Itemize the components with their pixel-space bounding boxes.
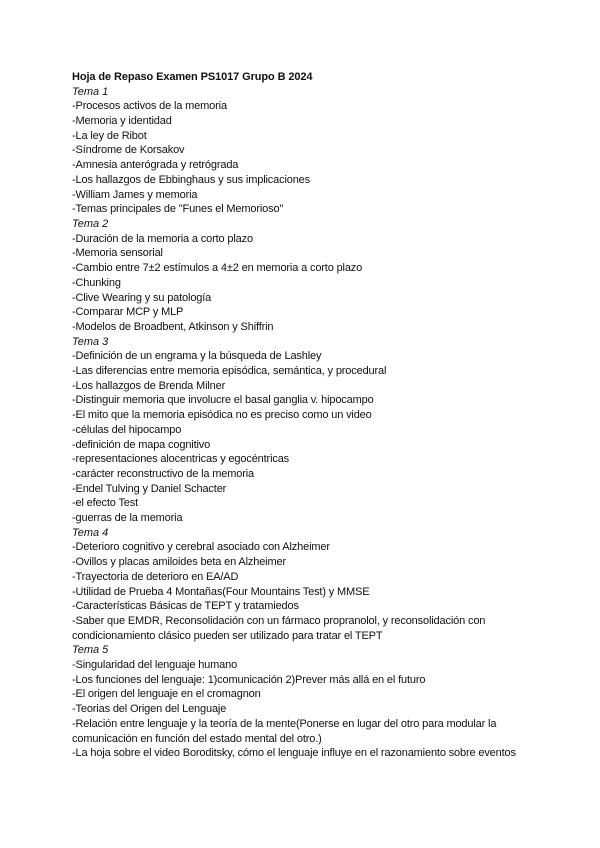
topic-item: -Singularidad del lenguaje humano bbox=[72, 659, 238, 672]
topic-item: -Utilidad de Prueba 4 Montañas(Four Mountains Test) y MMSE bbox=[72, 585, 370, 598]
topic-list bbox=[72, 232, 532, 335]
topic-item: -Memoria sensorial bbox=[72, 247, 163, 260]
topic-item: -Memoria y identidad bbox=[72, 115, 172, 128]
topic-item: -Los funciones del lenguaje: 1)comunicación 2)Prever más allá en el futuro bbox=[72, 673, 426, 686]
topic-item: -Los hallazgos de Brenda Milner bbox=[72, 379, 226, 392]
section-heading: Tema 5 bbox=[72, 644, 109, 657]
section-heading: Tema 1 bbox=[72, 85, 109, 98]
topic-item: -Comparar MCP y MLP bbox=[72, 306, 184, 319]
sections-container bbox=[72, 85, 532, 761]
section-tema-5 bbox=[72, 643, 532, 761]
topic-item: -Temas principales de "Funes el Memorioso" bbox=[72, 203, 284, 216]
section-heading: Tema 2 bbox=[72, 218, 109, 230]
topic-item: -Duración de la memoria a corto plazo bbox=[72, 232, 253, 245]
section-tema-3 bbox=[72, 335, 532, 526]
topic-item: -El mito que la memoria episódica no es preciso como un video bbox=[72, 409, 372, 422]
topic-item: -Cambio entre 7±2 estímulos a 4±2 en memoria a corto plazo bbox=[72, 262, 363, 275]
topic-item: -células del hipocampo bbox=[72, 423, 182, 436]
topic-item: -La hoja sobre el video Boroditsky, cómo el lenguaje influye en el razonamiento sobre eventos bbox=[72, 747, 516, 760]
topic-item: -Las diferencias entre memoria episódica, semántica, y procedural bbox=[72, 365, 387, 377]
document-page bbox=[72, 70, 532, 761]
topic-item: -definición de mapa cognitivo bbox=[72, 438, 211, 451]
topic-item: -Los hallazgos de Ebbinghaus y sus implicaciones bbox=[72, 173, 310, 186]
section-heading: Tema 4 bbox=[72, 526, 109, 539]
topic-item: -representaciones alocentricas y egocéntricas bbox=[72, 453, 290, 466]
topic-list bbox=[72, 540, 532, 643]
topic-item: -Definición de un engrama y la búsqueda de Lashley bbox=[72, 350, 322, 363]
topic-item: -Distinguir memoria que involucre el basal ganglia v. hipocampo bbox=[72, 394, 374, 407]
topic-list bbox=[72, 99, 532, 217]
section-heading: Tema 3 bbox=[72, 335, 109, 348]
topic-item: -Clive Wearing y su patología bbox=[72, 291, 212, 304]
topic-item: -Trayectoria de deterioro en EA/AD bbox=[72, 570, 239, 583]
topic-item: -Deterioro cognitivo y cerebral asociado con Alzheimer bbox=[72, 541, 330, 554]
section-tema-4 bbox=[72, 526, 532, 644]
document-title: Hoja de Repaso Examen PS1017 Grupo B 2024 bbox=[72, 71, 313, 83]
topic-item: -Procesos activos de la memoria bbox=[72, 100, 227, 113]
topic-item: -Amnesia anterógrada y retrógrada bbox=[72, 159, 239, 172]
topic-item: -Endel Tulving y Daniel Schacter bbox=[72, 482, 227, 495]
topic-item: -Ovillos y placas amiloides beta en Alzheimer bbox=[72, 556, 286, 569]
topic-item: -Saber que EMDR, Reconsolidación con un fármaco propranolol, y reconsolidación con condicionamiento clásico pueden ser utilizado para tratar el TEPT bbox=[72, 614, 486, 642]
topic-item: -El origen del lenguaje en el cromagnon bbox=[72, 688, 261, 701]
topic-item: -Características Básicas de TEPT y tratamiedos bbox=[72, 600, 299, 613]
topic-item: -William James y memoria bbox=[72, 188, 198, 201]
topic-item: -Síndrome de Korsakov bbox=[72, 144, 185, 157]
topic-item: -el efecto Test bbox=[72, 497, 139, 510]
topic-item: -guerras de la memoria bbox=[72, 512, 183, 525]
topic-item: -Teorias del Origen del Lenguaje bbox=[72, 703, 227, 716]
topic-item: -La ley de Ribot bbox=[72, 129, 147, 142]
section-tema-1 bbox=[72, 85, 532, 217]
topic-item: -Chunking bbox=[72, 276, 121, 289]
topic-item: -carácter reconstructivo de la memoria bbox=[72, 467, 254, 480]
topic-item: -Relación entre lenguaje y la teoría de la mente(Ponerse en lugar del otro para modular la comunicación en función del estado mental del otro.) bbox=[72, 717, 497, 745]
section-tema-2 bbox=[72, 217, 532, 335]
topic-item: -Modelos de Broadbent, Atkinson y Shiffrin bbox=[72, 320, 274, 333]
topic-list bbox=[72, 658, 532, 761]
topic-list bbox=[72, 349, 532, 525]
